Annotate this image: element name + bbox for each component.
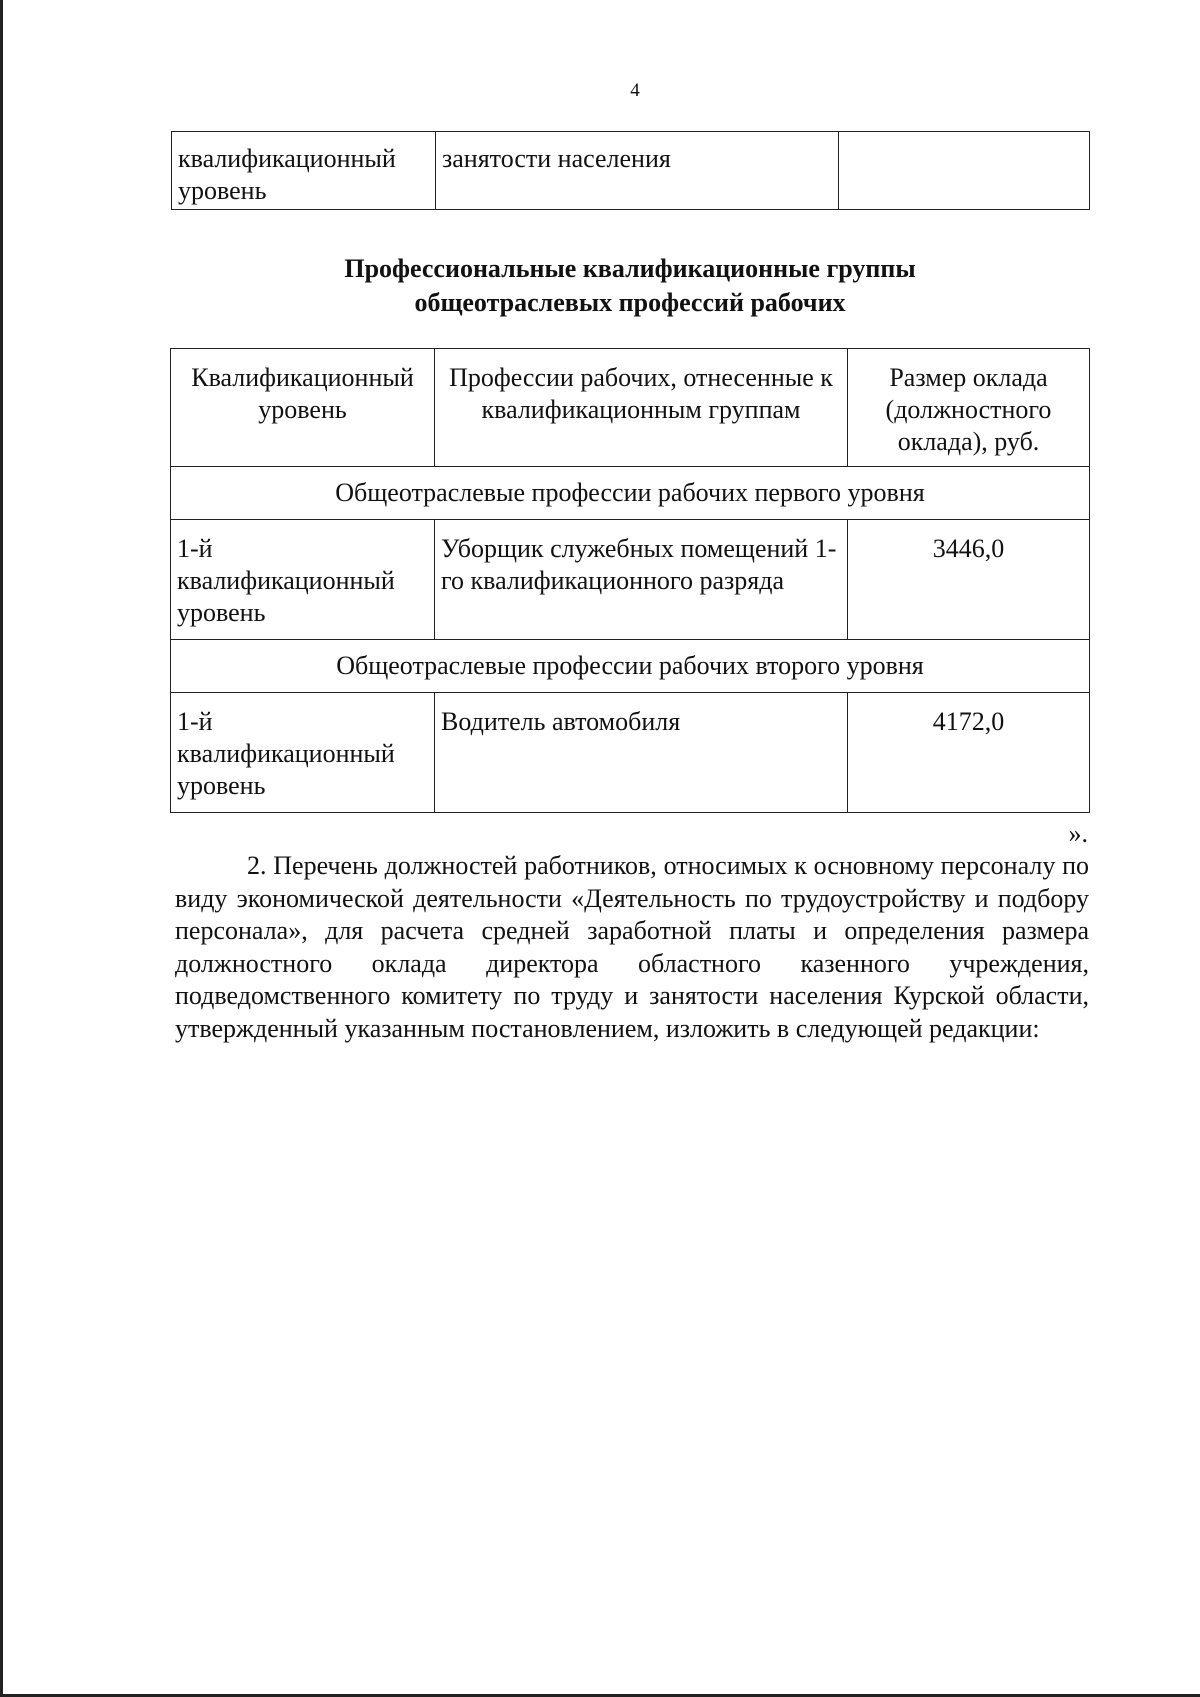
closing-quote: ». xyxy=(1068,819,1088,848)
salary-cell xyxy=(839,132,1090,210)
page-number: 4 xyxy=(630,80,640,101)
header-professions: Профессии рабочих, отнесенные к квалификационным группам xyxy=(435,349,848,467)
paragraph-2: 2. Перечень должностей работников, относимых к основному персоналу по виду экономической деятельности «Деятельность по трудоустройству и подбору персонала», для расчета средней заработной платы и определения размера должностного оклада директора областного казенного учреждения, подведомственного комитету по труду и занятости населения Курской области, утвержденный указанным постановлением, изложить в следующей редакции: xyxy=(175,851,1089,1043)
level-cell: 1-й квалификационный уровень xyxy=(171,520,435,640)
section-title-line2: общеотраслевых профессий рабочих xyxy=(414,288,846,317)
header-salary: Размер оклада (должностного оклада), руб. xyxy=(848,349,1090,467)
header-level: Квалификационный уровень xyxy=(171,349,435,467)
profession-cell: занятости населения xyxy=(436,132,839,210)
profession-cell: Водитель автомобиля xyxy=(435,693,848,813)
group-heading-row xyxy=(171,467,1090,520)
salary-cell: 3446,0 xyxy=(848,520,1090,640)
table-row xyxy=(171,520,1090,640)
salary-cell: 4172,0 xyxy=(848,693,1090,813)
section-title xyxy=(171,252,1089,320)
scan-left-edge xyxy=(0,0,3,1697)
group-title: Общеотраслевые профессии рабочих второго уровня xyxy=(171,640,1090,693)
table-header-row xyxy=(171,349,1090,467)
section-title-line1: Профессиональные квалификационные группы xyxy=(344,254,916,283)
level-cell: 1-й квалификационный уровень xyxy=(171,693,435,813)
table-row xyxy=(172,132,1090,210)
profession-cell: Уборщик служебных помещений 1-го квалификационного разряда xyxy=(435,520,848,640)
table-row xyxy=(171,693,1090,813)
level-cell: квалификационный уровень xyxy=(172,132,436,210)
group-title: Общеотраслевые профессии рабочих первого уровня xyxy=(171,467,1090,520)
continuation-table xyxy=(171,131,1090,210)
group-heading-row xyxy=(171,640,1090,693)
qualification-groups-table xyxy=(170,348,1090,813)
